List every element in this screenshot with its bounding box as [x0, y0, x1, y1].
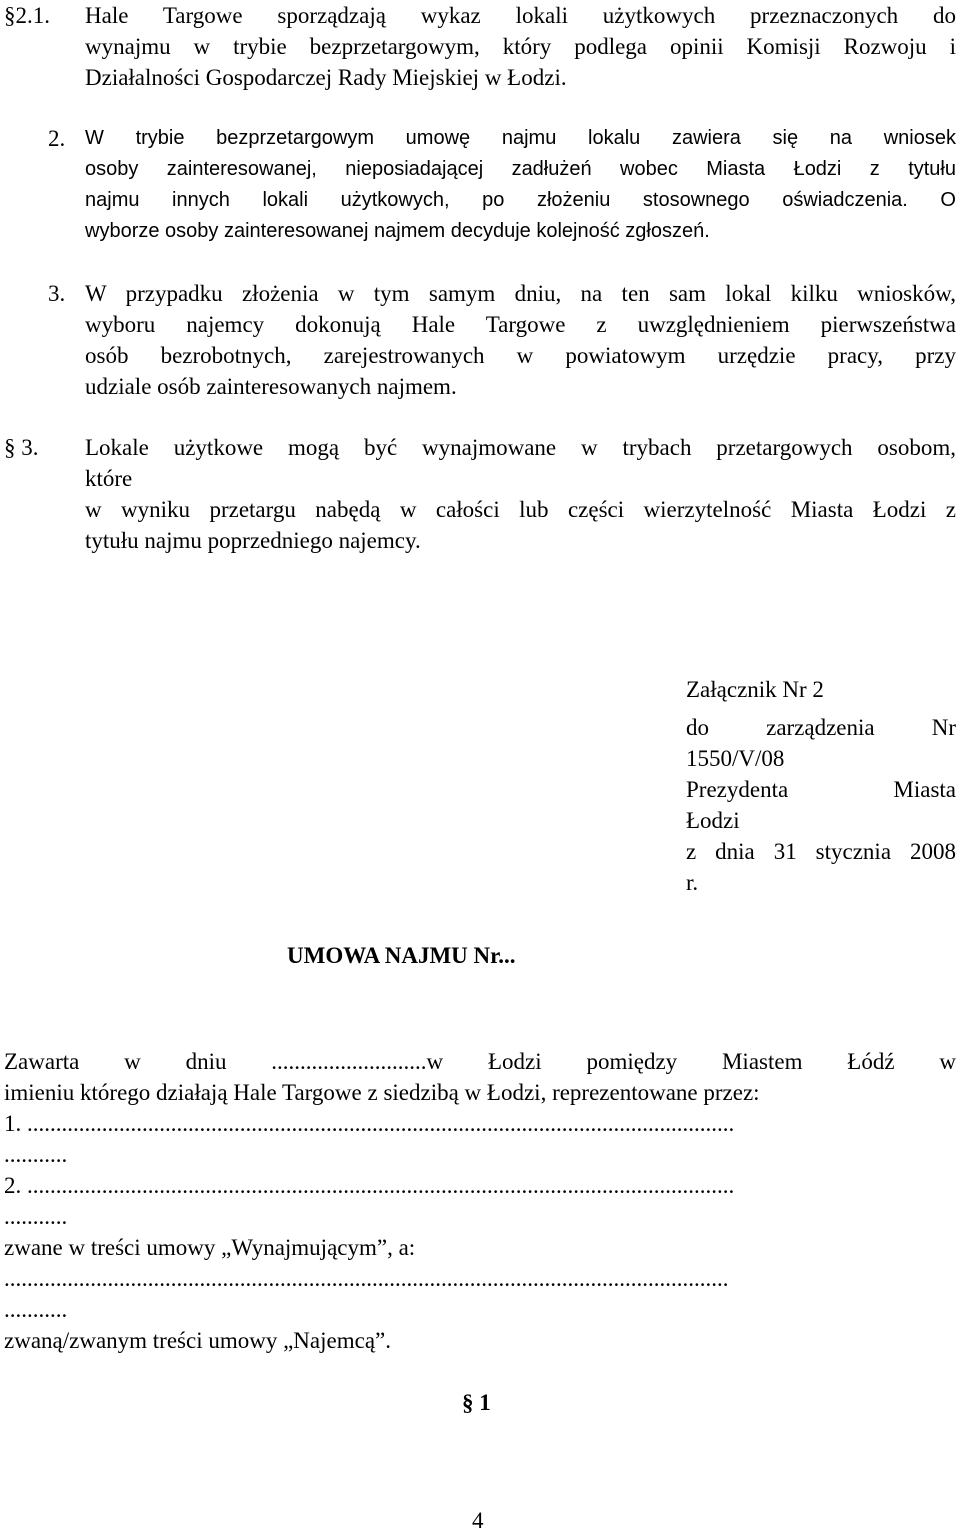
paragraph-line: wynajmu w trybie bezprzetargowym, który podlega opinii Komisji Rozwoju i	[85, 34, 956, 59]
annex-line: 1550/V/08	[686, 746, 785, 771]
paragraph-2-2	[4, 123, 956, 247]
section-mark: §	[462, 1390, 474, 1415]
paragraph-line: w wyniku przetargu nabędą w całości lub części wierzytelność Miasta Łodzi z	[85, 497, 956, 522]
tenant-line: ..............................................................................................................................	[4, 1266, 729, 1291]
paragraph-2-1	[4, 0, 956, 93]
annex-title: Załącznik Nr 2	[686, 677, 824, 702]
tenant-continuation: ...........	[4, 1297, 68, 1322]
paragraph-number: §2.1.	[4, 3, 50, 28]
paragraph-line: W przypadku złożenia w tym samym dniu, na ten sam lokal kilku wniosków,	[85, 281, 956, 306]
representative-1-continuation: ...........	[4, 1142, 68, 1167]
paragraph-number: 3.	[48, 281, 66, 306]
annex-line: Prezydenta Miasta	[686, 777, 956, 802]
contract-line: zwane w treści umowy „Wynajmującym”, a:	[4, 1235, 416, 1260]
paragraph-line: wyboru najemcy dokonują Hale Targowe z uwzględnieniem pierwszeństwa	[85, 312, 956, 337]
contract-title: UMOWA NAJMU Nr...	[287, 943, 516, 968]
paragraph-line: które	[85, 466, 133, 491]
annex-header	[686, 674, 956, 898]
paragraph-line: Hale Targowe sporządzają wykaz lokali użytkowych przeznaczonych do	[85, 3, 956, 28]
paragraph-line: W trybie bezprzetargowym umowę najmu lokalu zawiera się na wniosek	[85, 127, 956, 149]
paragraph-2-3	[4, 278, 956, 402]
annex-line: do zarządzenia Nr	[686, 715, 956, 740]
representative-2-line: 2. ...........................................................................................................................	[4, 1173, 735, 1198]
contract-line: imieniu którego działają Hale Targowe z siedzibą w Łodzi, reprezentowane przez:	[4, 1080, 760, 1105]
annex-line: Łodzi	[686, 808, 740, 833]
paragraph-line: osób bezrobotnych, zarejestrowanych w powiatowym urzędzie pracy, przy	[85, 343, 956, 368]
paragraph-line: Lokale użytkowe mogą być wynajmowane w trybach przetargowych osobom,	[85, 435, 956, 460]
contract-body	[4, 1046, 956, 1356]
paragraph-number: § 3.	[4, 435, 39, 460]
paragraph-line: osoby zainteresowanej, nieposiadającej zadłużeń wobec Miasta Łodzi z tytułu	[85, 158, 956, 180]
paragraph-1-heading: § 1	[462, 1390, 491, 1415]
paragraph-number: 2.	[48, 126, 66, 151]
page-number: 4	[472, 1508, 484, 1533]
paragraph-line: wyborze osoby zainteresowanej najmem decyduje kolejność zgłoszeń.	[85, 220, 710, 242]
paragraph-line: tytułu najmu poprzedniego najemcy.	[85, 528, 421, 553]
representative-2-continuation: ...........	[4, 1204, 68, 1229]
annex-line: r.	[686, 870, 699, 895]
contract-line: Zawarta w dniu ...........................w Łodzi pomiędzy Miastem Łódź w	[4, 1049, 956, 1074]
section-mark: §	[4, 3, 16, 28]
annex-line: z dnia 31 stycznia 2008	[686, 839, 956, 864]
section-mark: §	[4, 435, 16, 460]
paragraph-line: udziale osób zainteresowanych najmem.	[85, 374, 457, 399]
paragraph-line: najmu innych lokali użytkowych, po złożeniu stosownego oświadczenia. O	[85, 189, 956, 211]
section-3	[4, 432, 956, 556]
contract-line: zwaną/zwanym treści umowy „Najemcą”.	[4, 1328, 391, 1353]
paragraph-line: Działalności Gospodarczej Rady Miejskiej w Łodzi.	[85, 65, 567, 90]
representative-1-line: 1. ...........................................................................................................................	[4, 1111, 735, 1136]
